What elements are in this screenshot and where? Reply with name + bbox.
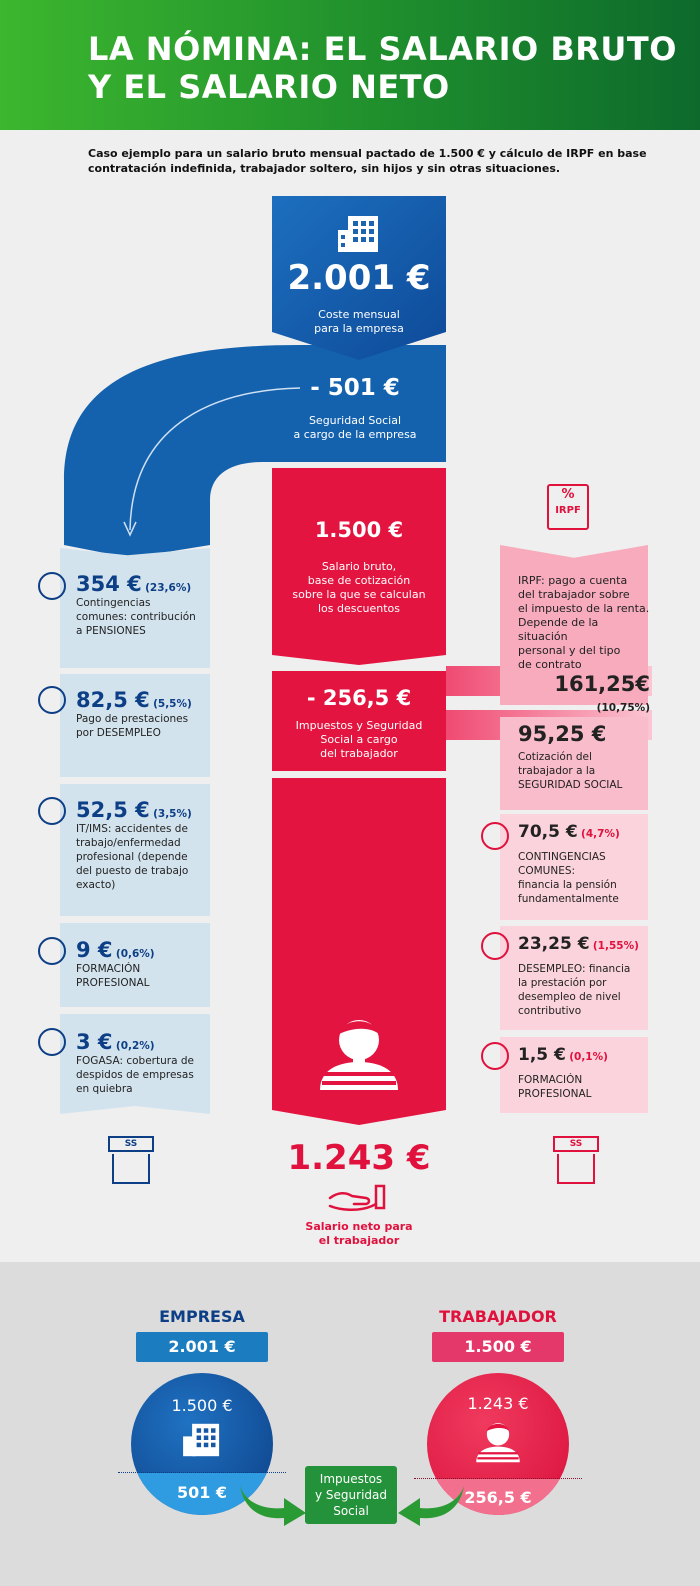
right-item-2: 1,5 € (0,1%) FORMACIÓN PROFESIONAL — [518, 1045, 608, 1100]
trabajador-divider — [414, 1478, 582, 1479]
arrow-left-icon — [396, 1480, 468, 1526]
trabajador-total: 1.500 € — [432, 1332, 564, 1362]
net-salary-value: 1.243 € — [287, 1138, 431, 1178]
factory-icon — [38, 1028, 66, 1056]
right-item-0: 70,5 € (4,7%) CONTINGENCIAS COMUNES: financia la pensión fundamentalmente — [518, 822, 620, 905]
injured-worker-icon — [38, 797, 66, 825]
left-item-3: 9 € (0,6%) FORMACIÓN PROFESIONAL — [76, 938, 155, 989]
irpf-icon: % IRPF — [547, 484, 589, 530]
trabajador-bottom-value: 256,5 € — [464, 1488, 532, 1507]
net-salary-label: Salario neto para el trabajador — [305, 1220, 413, 1247]
empresa-total: 2.001 € — [136, 1332, 268, 1362]
left-item-0: 354 € (23,6%) Contingencias comunes: contribución a PENSIONES — [76, 572, 196, 637]
worker-icon — [316, 1012, 402, 1092]
gross-salary-label: Salario bruto, base de cotización sobre la que se calculan los descuentos — [292, 560, 426, 615]
empresa-divider — [118, 1472, 286, 1473]
graduate-icon-right — [481, 1042, 509, 1070]
irpf-description: IRPF: pago a cuenta del trabajador sobre el impuesto de la renta. Depende de la situación personal y del tipo de contrato — [518, 574, 650, 671]
trabajador-top-value: 1.243 € — [467, 1394, 529, 1413]
building-icon — [336, 214, 382, 254]
arrow-right-icon — [236, 1480, 308, 1526]
left-item-1: 82,5 € (5,5%) Pago de prestaciones por DESEMPLEO — [76, 688, 192, 739]
company-cost-label: Coste mensual para la empresa — [314, 308, 404, 335]
summary-section — [0, 1262, 700, 1586]
worker-ss-item: 95,25 € Cotización del trabajador a la SEGURIDAD SOCIAL — [518, 722, 623, 791]
deduction-value: - 256,5 € — [306, 686, 412, 710]
empresa-label: EMPRESA — [159, 1307, 245, 1326]
intro-text: Caso ejemplo para un salario bruto mensual pactado de 1.500 € y cálculo de IRPF en base contratación indefinida, trabajador soltero, sin hijos y sin otras situaciones. — [88, 147, 647, 175]
left-item-4: 3 € (0,2%) FOGASA: cobertura de despidos de empresas en quiebra — [76, 1030, 194, 1095]
gross-salary-value: 1.500 € — [314, 518, 404, 542]
ss-building-icon-left: SS — [108, 1136, 154, 1186]
deduction-label: Impuestos y Seguridad Social a cargo del trabajador — [295, 719, 423, 760]
group-icon — [38, 686, 66, 714]
empresa-bottom-value: 501 € — [176, 1483, 228, 1502]
right-item-1: 23,25 € (1,55%) DESEMPLEO: financia la prestación por desempleo de nivel contributivo — [518, 934, 639, 1017]
pensioner-icon-right — [481, 822, 509, 850]
page-title: LA NÓMINA: EL SALARIO BRUTO Y EL SALARIO NETO — [88, 30, 677, 106]
group-icon-right — [481, 932, 509, 960]
pensioner-icon — [38, 572, 66, 600]
worker-icon-small — [474, 1418, 522, 1464]
taxes-ss-box: Impuestos y Seguridad Social — [305, 1466, 397, 1524]
ss-building-icon-right: SS — [553, 1136, 599, 1186]
company-ss-value: - 501 € — [310, 375, 400, 401]
company-ss-label: Seguridad Social a cargo de la empresa — [293, 414, 417, 441]
empresa-top-value: 1.500 € — [171, 1396, 233, 1415]
irpf-value-row: 161,25€ (10,75%) — [554, 672, 650, 714]
graduate-icon — [38, 937, 66, 965]
trabajador-label: TRABAJADOR — [439, 1307, 557, 1326]
hand-icon — [328, 1182, 388, 1212]
left-item-2: 52,5 € (3,5%) IT/IMS: accidentes de trabajo/enfermedad profesional (depende del puesto de trabajo exacto) — [76, 798, 192, 891]
company-cost-value: 2.001 € — [287, 258, 431, 298]
building-icon-small — [180, 1422, 224, 1458]
